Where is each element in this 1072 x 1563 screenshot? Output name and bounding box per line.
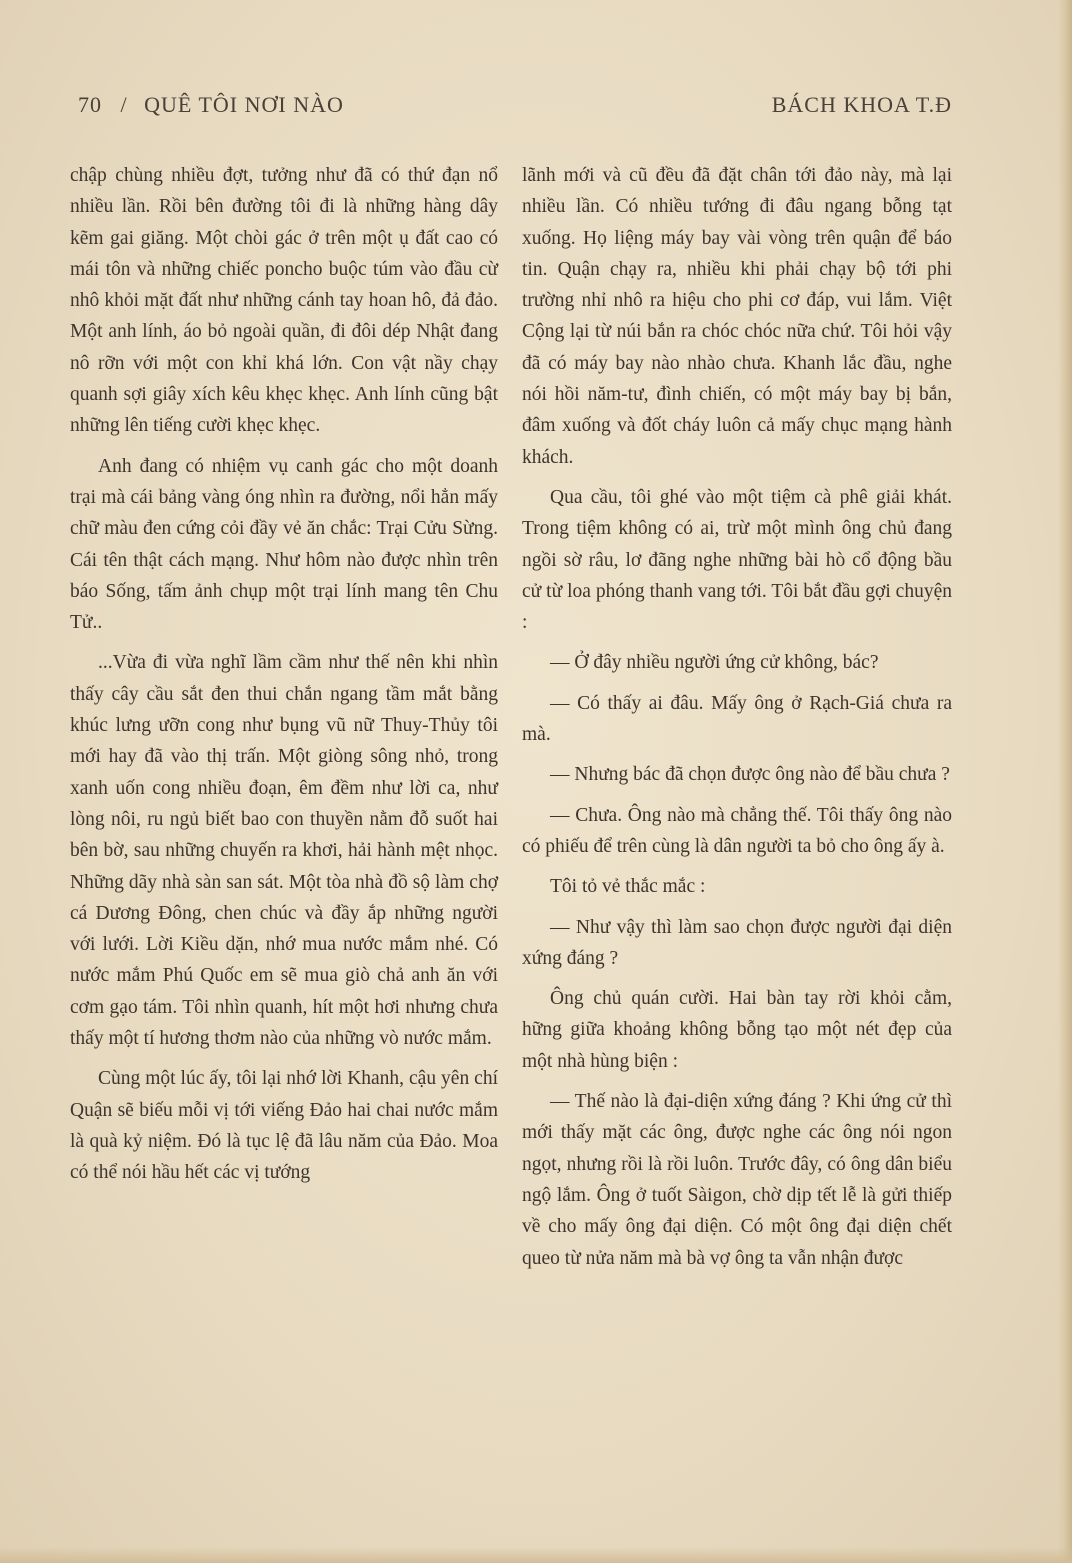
section-title: QUÊ TÔI NƠI NÀO [144,92,344,117]
paragraph: Qua cầu, tôi ghé vào một tiệm cà phê giải khát. Trong tiệm không có ai, trừ một mình ông chủ đang ngồi sờ râu, lơ đãng nghe những bài hò cổ động bầu cử từ loa phóng thanh vang tới. Tôi bắt đầu gợi chuyện : [522,486,952,634]
paragraph: ...Vừa đi vừa nghĩ lầm cầm như thế nên khi nhìn thấy cây cầu sắt đen thui chắn ngang tầm mắt bằng khúc lưng ưỡn cong như bụng vũ nữ Thuy-Thủy tôi mới hay đã vào thị trấn. Một giòng sông nhỏ, trong xanh uốn cong nhiều đoạn, êm đềm như lời ca, như lòng nôi, ru ngủ biết bao con thuyền nằm đỗ suốt hai bên bờ, sau những chuyến ra khơi, hải hành mệt nhọc. Những dãy nhà sàn san sát. Một tòa nhà đồ sộ làm chợ cá Dương Đông, chen chúc và đầy ắp những người với lưới. Lời Kiều dặn, nhớ mua nước mắm nhé. Có nước mắm Phú Quốc em sẽ mua giò chả anh ăn với cơm gạo tám. Tôi nhìn quanh, hít một hơi nhưng chưa thấy một tí hương thơm nào của những vò nước mắm. [70,652,498,1050]
publication-name: BÁCH KHOA T.Đ [771,92,952,117]
dialogue-line: — Thế nào là đại-diện xứng đáng ? Khi ứng cử thì mới thấy mặt các ông, được nghe các ông nói ngon ngọt, nhưng rồi là rồi luôn. Trước đây, có ông dân biểu ngộ lắm. Ông ở tuốt Sàigon, chờ dịp tết lễ là gửi thiếp về cho mấy ông đại diện. Có một ông đại diện chết queo từ nửa năm mà bà vợ ông ta vẫn nhận được [522,1091,952,1269]
dialogue-line: — Ở đây nhiều người ứng cử không, bác? [550,652,879,674]
dialogue-line: — Như vậy thì làm sao chọn được người đại diện xứng đáng ? [522,916,952,969]
paragraph: Tôi tỏ vẻ thắc mắc : [550,876,706,898]
left-column [70,160,498,1198]
running-header [78,92,952,124]
paragraph: Ông chủ quán cười. Hai bàn tay rời khỏi cằm, hững giữa khoảng không bỗng tạo một nét đẹp của một nhà hùng biện : [522,988,952,1072]
dialogue-line: — Chưa. Ông nào mà chẳng thế. Tôi thấy ông nào có phiếu để trên cùng là dân người ta bỏ cho ông ấy à. [522,804,952,857]
paragraph: Cùng một lúc ấy, tôi lại nhớ lời Khanh, cậu yên chí Quận sẽ biếu mỗi vị tới viếng Đảo hai chai nước mắm là quà kỷ niệm. Đó là tục lệ đã lâu năm của Đảo. Moa có thể nói hầu hết các vị tướng [70,1068,498,1184]
paper-edge-bottom [0,1547,1072,1563]
dialogue-line: — Có thấy ai đâu. Mấy ông ở Rạch-Giá chưa ra mà. [522,692,952,746]
dialogue-line: — Nhưng bác đã chọn được ông nào để bầu chưa ? [550,764,950,786]
page-number: 70 [78,92,102,117]
paper-edge-right [1058,0,1072,1563]
paragraph: Anh đang có nhiệm vụ canh gác cho một doanh trại mà cái bảng vàng óng nhìn ra đường, nổi hẳn mấy chữ màu đen cứng cỏi đầy vẻ ăn chắc: Trại Cửu Sừng. Cái tên thật cách mạng. Như hôm nào được nhìn trên báo Sống, tấm ảnh chụp một trại lính mang tên Chu Tử.. [70,455,498,634]
paragraph: lãnh mới và cũ đều đã đặt chân tới đảo này, mà lại nhiều lần. Có nhiều tướng đi đâu ngang bỗng tạt xuống. Họ liệng máy bay vài vòng trên quận để báo tin. Quận chạy ra, nhiều khi phải chạy bộ tới phi trường nhỉ nhô ra hiệu cho phi cơ đáp, vui lắm. Việt Cộng lại từ núi bắn ra chóc chóc nữa chứ. Tôi hỏi vậy đã có máy bay nào nhào chưa. Khanh lắc đầu, nghe nói hồi năm-tư, đình chiến, có một máy bay bị bắn, đâm xuống và đốt cháy luôn cả mấy chục mạng hành khách. [522,165,952,468]
header-left [78,92,344,118]
header-separator: / [120,92,128,117]
right-column [522,160,952,1283]
paragraph: chập chùng nhiều đợt, tưởng như đã có thứ đạn nổ nhiều lần. Rồi bên đường tôi đi là những hàng dây kẽm gai giăng. Một chòi gác ở trên một ụ đất cao có mái tôn và những chiếc poncho buộc túm vào đầu cừ nhô khỏi mặt đất như những cánh tay hoan hô, đả đảo. Một anh lính, áo bỏ ngoài quần, đi đôi dép Nhật đang nô rỡn với một con khỉ khá lớn. Con vật nầy chạy quanh sợi giây xích kêu khẹc khẹc. Anh lính cũng bật những lên tiếng cười khẹc khẹc. [70,165,498,437]
